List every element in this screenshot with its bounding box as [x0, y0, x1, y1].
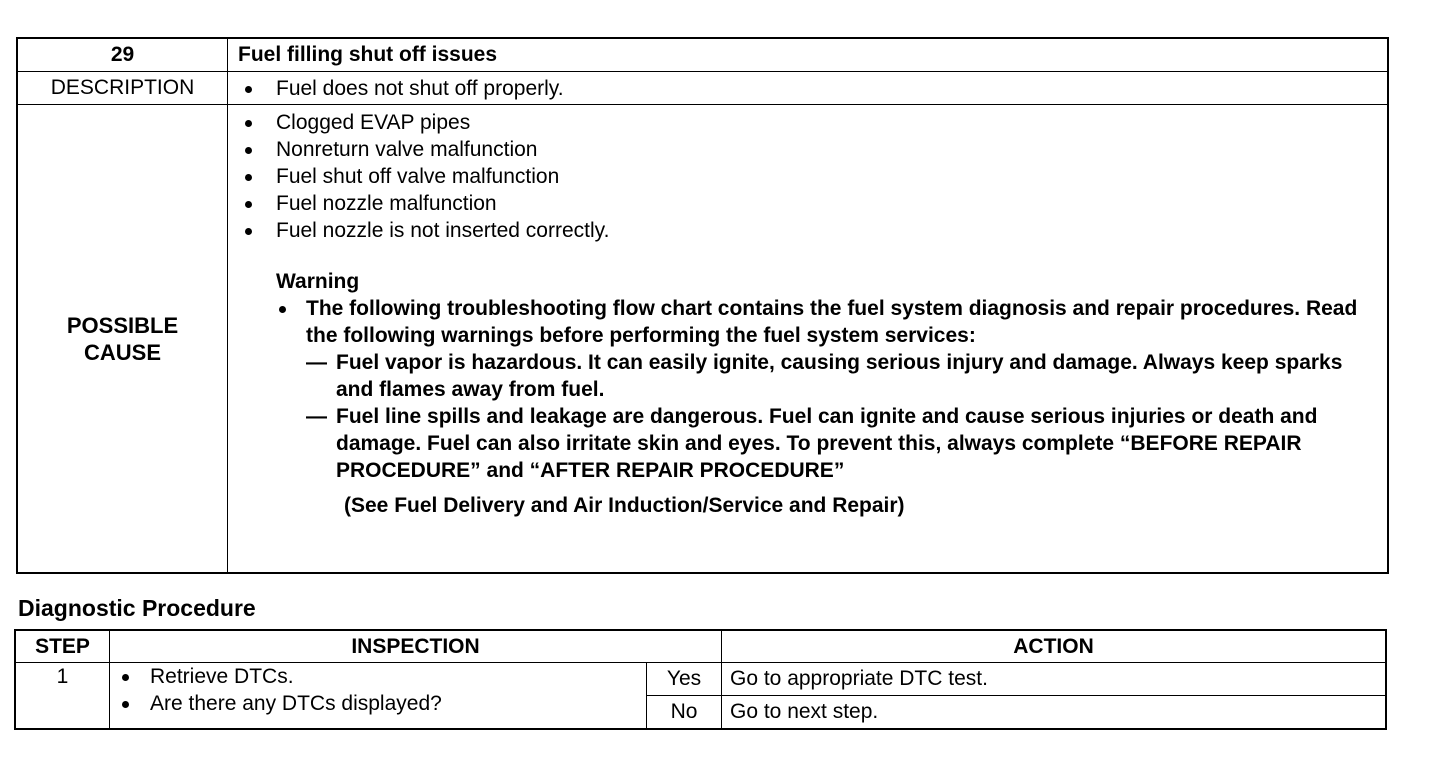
warning-main-text: The following troubleshooting flow chart contains the fuel system diagnosis and repair procedures. Read the following warnings before performing the fuel system services:: [306, 297, 1358, 347]
dash-icon: —: [306, 405, 327, 428]
yes-label: Yes: [647, 663, 722, 696]
description-label: DESCRIPTION: [17, 72, 228, 105]
warning-block: [276, 268, 1377, 519]
inspection-item: [110, 690, 646, 717]
cause-item-text: Fuel nozzle malfunction: [276, 192, 497, 215]
bullet-icon: [245, 201, 252, 208]
cause-item: [238, 163, 1377, 190]
cause-item: [238, 136, 1377, 163]
possible-cause-label-line2: CAUSE: [83, 339, 161, 365]
warning-dash-text: Fuel line spills and leakage are dangerous. Fuel can ignite and cause serious injuries or death and damage. Fuel can also irritate skin and eyes. To prevent this, always complete “BEFORE REPAIR PROCEDURE” and “AFTER REPAIR PROCEDURE”: [336, 405, 1318, 482]
inspection-cell: [110, 663, 647, 730]
no-action: Go to next step.: [722, 696, 1387, 730]
cause-item: [238, 190, 1377, 217]
warning-dash-item: [306, 349, 1377, 403]
bullet-icon: [279, 306, 286, 313]
cause-item-text: Nonreturn valve malfunction: [276, 138, 538, 161]
description-cell: [228, 72, 1389, 105]
possible-cause-label-line1: POSSIBLE: [66, 312, 179, 338]
bullet-icon: [245, 174, 252, 181]
warning-heading: Warning: [276, 270, 360, 293]
step-row-yes: [15, 663, 1386, 696]
see-reference-note: (See Fuel Delivery and Air Induction/Service and Repair): [344, 494, 905, 517]
issue-table: [16, 37, 1389, 574]
inspection-item-text: Are there any DTCs displayed?: [150, 692, 442, 715]
step-number: 1: [15, 663, 110, 730]
action-column-header: ACTION: [722, 630, 1387, 663]
bullet-icon: [245, 86, 252, 93]
description-row: [17, 72, 1388, 105]
no-label: No: [647, 696, 722, 730]
description-list: [238, 75, 1387, 102]
step-column-header: STEP: [15, 630, 110, 663]
cause-item: [238, 109, 1377, 136]
bullet-icon: [245, 228, 252, 235]
inspection-item-text: Retrieve DTCs.: [150, 665, 294, 688]
bullet-icon: [122, 674, 129, 681]
warning-dash-text: Fuel vapor is hazardous. It can easily ignite, causing serious injury and damage. Always keep sparks and flames away from fuel.: [336, 351, 1343, 401]
possible-cause-label: [17, 105, 228, 574]
diagnostic-procedure-heading: Diagnostic Procedure: [18, 595, 256, 621]
diagnostic-table: [14, 629, 1387, 730]
dash-icon: —: [306, 351, 327, 374]
issue-header-row: [17, 38, 1388, 72]
bullet-icon: [122, 701, 129, 708]
inspection-list: [110, 663, 646, 717]
inspection-item: [110, 663, 646, 690]
possible-cause-row: [17, 105, 1388, 574]
warning-dash-item: [306, 403, 1377, 484]
cause-list: [238, 109, 1377, 244]
possible-cause-cell: [228, 105, 1389, 574]
warning-item: [276, 295, 1377, 519]
diagnostic-header-row: [15, 630, 1386, 663]
cause-item-text: Fuel nozzle is not inserted correctly.: [276, 219, 610, 242]
cause-item: [238, 217, 1377, 244]
description-item-text: Fuel does not shut off properly.: [276, 76, 564, 100]
issue-number: 29: [17, 38, 228, 72]
inspection-column-header: INSPECTION: [110, 630, 722, 663]
yes-action: Go to appropriate DTC test.: [722, 663, 1387, 696]
cause-item-text: Clogged EVAP pipes: [276, 111, 471, 134]
bullet-icon: [245, 147, 252, 154]
issue-title: Fuel filling shut off issues: [228, 38, 1389, 72]
cause-item-text: Fuel shut off valve malfunction: [276, 165, 560, 188]
bullet-icon: [245, 120, 252, 127]
description-item: [238, 75, 1387, 102]
